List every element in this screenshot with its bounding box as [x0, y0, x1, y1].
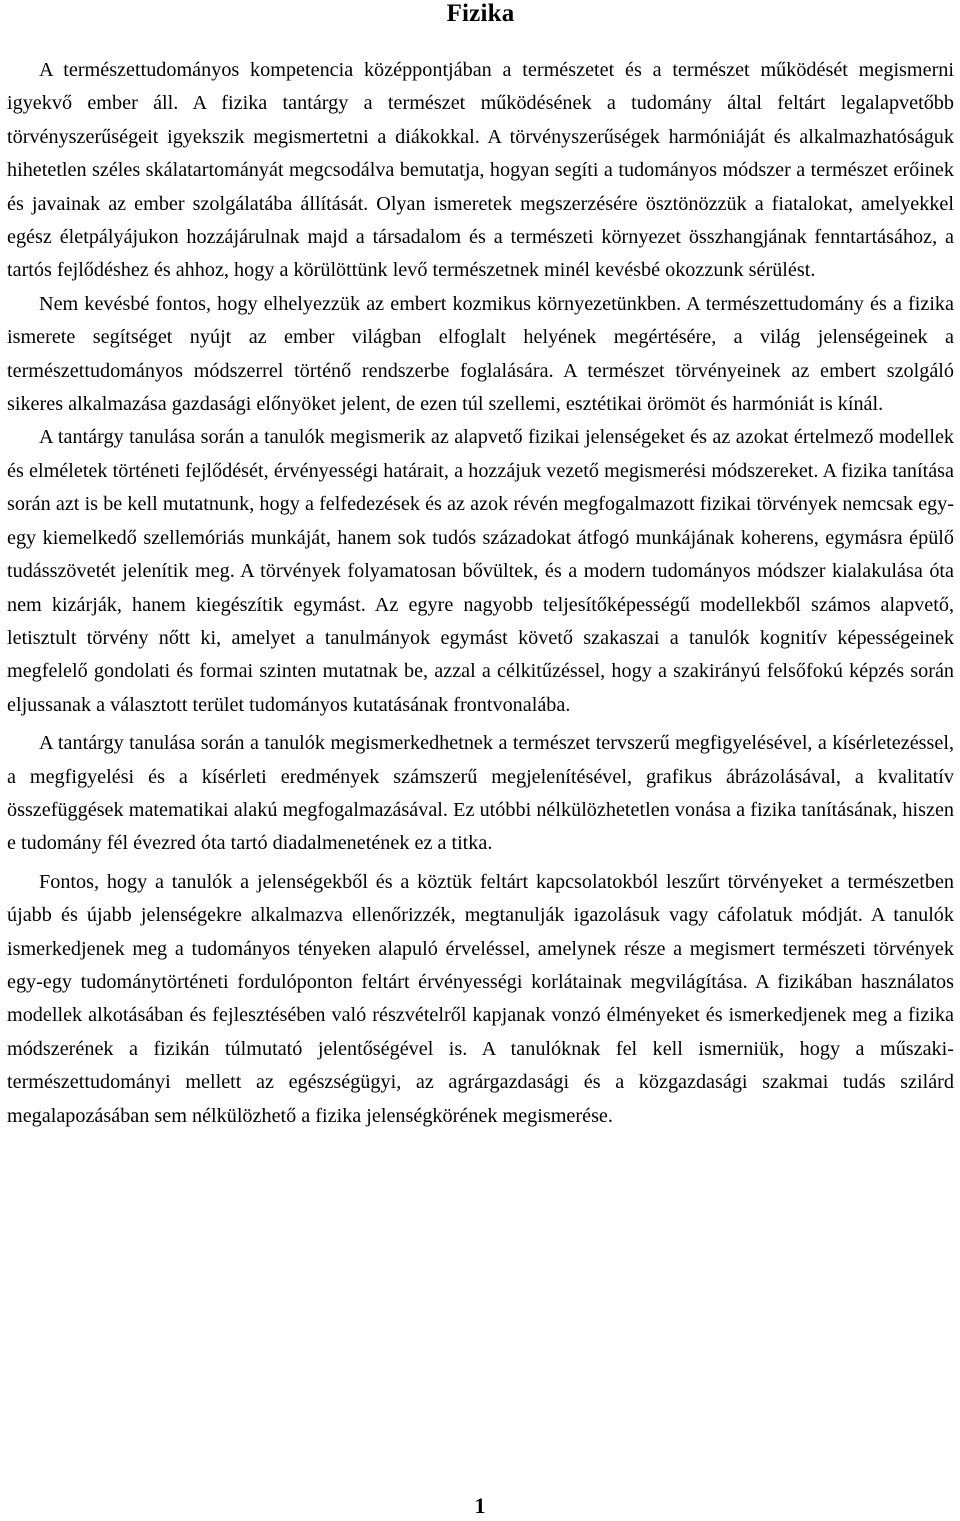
- paragraph-4: A tantárgy tanulása során a tanulók megismerkedhetnek a természet tervszerű megfigyelésével, a kísérletezéssel, a megfigyelési és a kísérleti eredmények számszerű megjelenítésével, grafikus ábrázolásával, a kvalitatív összefüggések matematikai alakú megfogalmazásával. Ez utóbbi nélkülözhetetlen vonása a fizika tanításának, hiszen e tudomány fél évezred óta tartó diadalmenetének ez a titka.: [7, 732, 954, 855]
- page-number: 1: [474, 1493, 486, 1518]
- paragraph-3: A tantárgy tanulása során a tanulók megismerik az alapvető fizikai jelenségeket és az azokat értelmező modellek és elméletek történeti fejlődését, érvényességi határait, a hozzájuk vezető megismerési módszereket. A fizika tanítása során azt is be kell mutatnunk, hogy a felfedezések és az azok révén megfogalmazott fizikai törvények nemcsak egy-egy kiemelkedő szellemóriás munkáját, hanem sok tudós századokat átfogó munkájának koherens, egymásra épülő tudásszövetét jelenítik meg. A törvények folyamatosan bővültek, és a modern tudományos módszer kialakulása óta nem kizárják, hanem kiegészítik egymást. Az egyre nagyobb teljesítőképességű modellekből számos alapvető, letisztult törvény nőtt ki, amelyet a tanulmányok egymást követő szakaszai a tanulók kognitív képességeinek megfelelő gondolati és formai szinten mutatnak be, azzal a célkitűzéssel, hogy a szakirányú felsőfokú képzés során eljussanak a választott terület tudományos kutatásának frontvonalába.: [7, 426, 954, 716]
- paragraph-1: A természettudományos kompetencia középpontjában a természetet és a természet működését megismerni igyekvő ember áll. A fizika tantárgy a természet működésének a tudomány által feltárt legalapvetőbb törvényszerűségeit igyekszik megismertetni a diákokkal. A törvényszerűségek harmóniáját és alkalmazhatóságuk hihetetlen széles skálatartományát megcsodálva bemutatja, hogyan segíti a tudományos módszer a természet erőinek és javainak az ember szolgálatába állítását. Olyan ismeretek megszerzésére ösztönözzük a fiatalokat, amelyekkel egész életpályájukon hozzájárulnak majd a társadalom és a természeti környezet összhangjának fenntartásához, a tartós fejlődéshez és ahhoz, hogy a körülöttünk levő természetnek minél kevésbé okozzunk sérülést.: [7, 59, 954, 282]
- paragraph-2: Nem kevésbé fontos, hogy elhelyezzük az embert kozmikus környezetünkben. A természettudomány és a fizika ismerete segítséget nyújt az ember világban elfoglalt helyének megértésére, a világ jelenségeinek a természettudományos módszerrel történő rendszerbe foglalására. A természet törvényeinek az embert szolgáló sikeres alkalmazása gazdasági előnyöket jelent, de ezen túl szellemi, esztétikai örömöt és harmóniát is kínál.: [7, 292, 954, 416]
- page-title: Fizika: [446, 0, 515, 27]
- paragraph-5: Fontos, hogy a tanulók a jelenségekből és a köztük feltárt kapcsolatokból leszűrt törvényeket a természetben újabb és újabb jelenségekre alkalmazva ellenőrizzék, megtanulják igazolásuk vagy cáfolatuk módját. A tanulók ismerkedjenek meg a tudományos tényeken alapuló érveléssel, amelynek része a megismert természeti törvények egy-egy tudománytörténeti fordulóponton feltárt érvényességi korlátainak megvilágítása. A fizikában használatos modellek alkotásában és fejlesztésében való részvételről kapjanak vonzó élményeket és ismerkedjenek meg a fizika módszerének a fizikán túlmutató jelentőségével is. A tanulóknak fel kell ismerniük, hogy a műszaki-természettudományi mellett az egészségügyi, az agrárgazdasági és a közgazdasági szakmai tudás szilárd megalapozásában sem nélkülözhető a fizika jelenségkörének megismerése.: [7, 870, 954, 1127]
- document-body: [7, 54, 954, 1133]
